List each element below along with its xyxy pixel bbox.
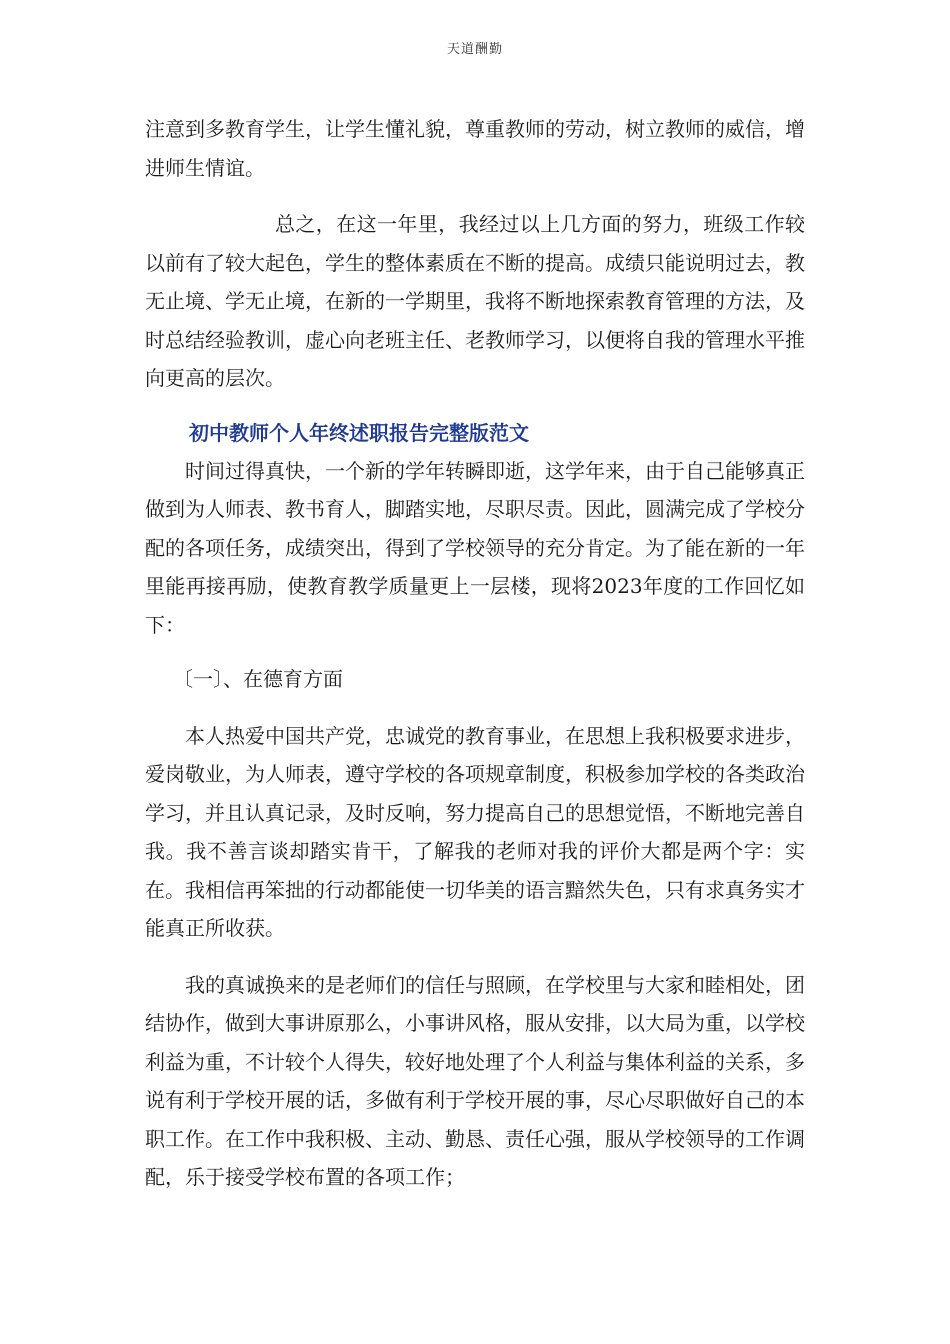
subsection-title: 〔一〕、在德育方面 (173, 667, 343, 691)
paragraph-continuation: 注意到多教育学生，让学生懂礼貌，尊重教师的劳动，树立教师的威信，增进师生情谊。 (145, 117, 805, 180)
paragraph-summary: 总之，在这一年里，我经过以上几方面的努力，班级工作较以前有了较大起色，学生的整体素质在不断的提高。成绩只能说明过去，教无止境、学无止境，在新的一学期里，我将不断地探索教育管理的方法，及时总结经验教训，虚心向老班主任、老教师学习，以便将自我的管理水平推向更高的层次。 (145, 212, 805, 390)
document-body (145, 110, 805, 1197)
paragraph-moral-education: 本人热爱中国共产党，忠诚党的教育事业，在思想上我积极要求进步，爱岗敬业，为人师表，遵守学校的各项规章制度，积极参加学校的各类政治学习，并且认真记录，及时反响，努力提高自己的思想觉悟，不断地完善自我。我不善言谈却踏实肯干，了解我的老师对我的评价大都是两个字：实在。我相信再笨拙的行动都能使一切华美的语言黯然失色，只有求真务实才能真正所收获。 (145, 723, 805, 940)
paragraph-intro: 时间过得真快，一个新的学年转瞬即逝，这学年来，由于自己能够真正做到为人师表、教书育人，脚踏实地，尽职尽责。因此，圆满完成了学校分配的各项任务，成绩突出，得到了学校领导的充分肯定。为了能在新的一年里能再接再励，使教育教学质量更上一层楼，现将2023年度的工作回忆如下： (145, 458, 805, 637)
page-header: 天道酬勤 (446, 42, 503, 57)
section-heading: 初中教师个人年终述职报告完整版范文 (189, 420, 529, 445)
paragraph-teamwork: 我的真诚换来的是老师们的信任与照顾，在学校里与大家和睦相处，团结协作，做到大事讲原那么，小事讲风格，服从安排，以大局为重，以学校利益为重，不计较个人得失，较好地处理了个人利益与集体利益的关系，多说有利于学校开展的话，多做有利于学校开展的事，尽心尽职做好自己的本职工作。在工作中我积极、主动、勤恳、责任心强，服从学校领导的工作调配，乐于接受学校布置的各项工作； (145, 972, 805, 1189)
